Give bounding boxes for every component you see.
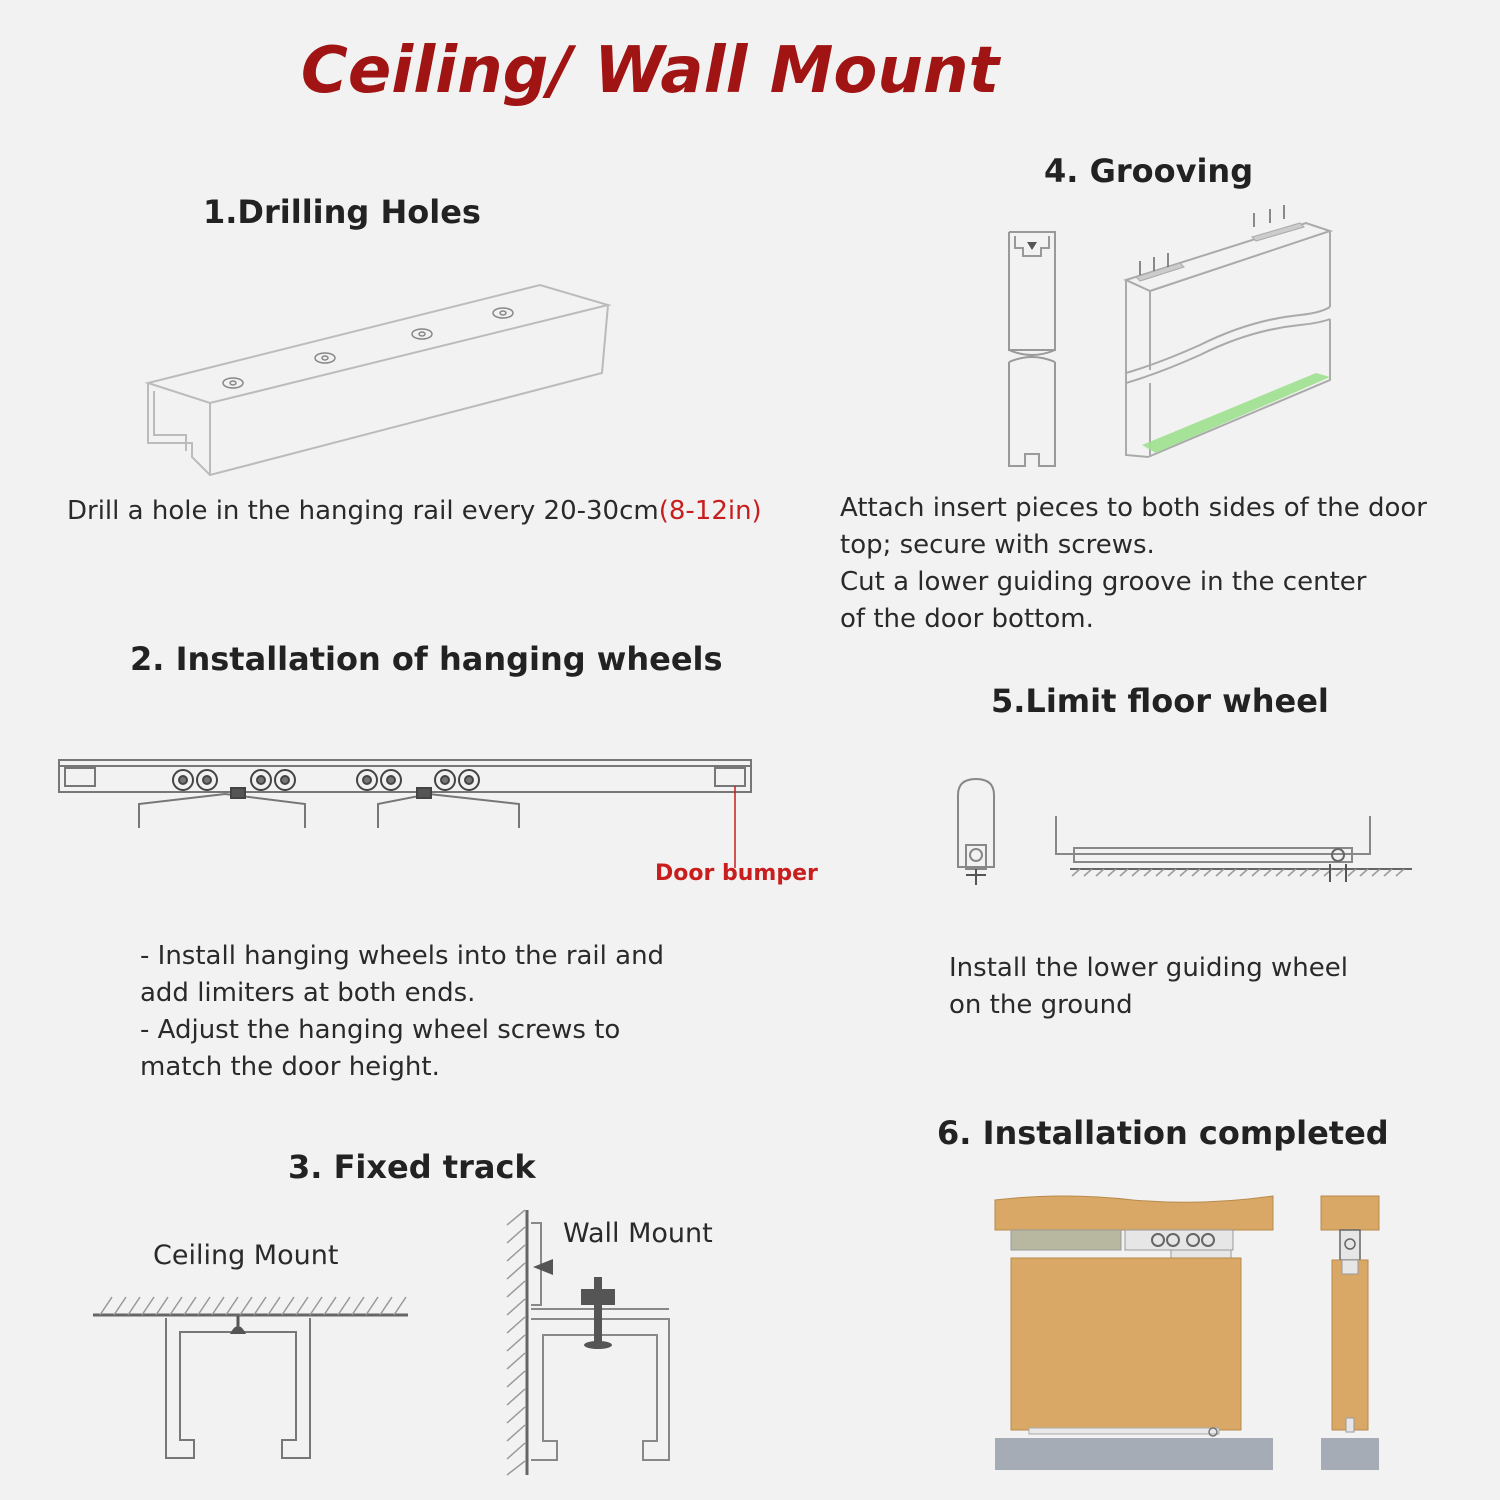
floor (995, 1438, 1273, 1470)
wood-header (995, 1196, 1273, 1230)
step5-description (949, 950, 1348, 1024)
door-bumper-label: Door bumper (655, 861, 818, 886)
step4-heading: 4. Grooving (1044, 152, 1254, 190)
wall-mount-label: Wall Mount (563, 1218, 713, 1249)
wall-mount-diagram (503, 1205, 683, 1480)
installation-completed-front (993, 1192, 1275, 1477)
step2-line: add limiters at both ends. (140, 978, 476, 1008)
step2-description (140, 938, 664, 1086)
wood-door (1011, 1258, 1241, 1430)
hanging-wheels-diagram (55, 750, 755, 840)
step2-line: - Install hanging wheels into the rail and (140, 941, 665, 971)
step1-text-highlight: (8-12in) (658, 496, 762, 526)
step5-line: Install the lower guiding wheel (949, 953, 1348, 983)
step1-description (67, 493, 762, 530)
page-title: Ceiling/ Wall Mount (300, 34, 1000, 108)
step3-heading: 3. Fixed track (288, 1148, 536, 1186)
step2-heading: 2. Installation of hanging wheels (130, 640, 723, 678)
floor-wheel-front-diagram (1052, 812, 1417, 887)
step4-line: of the door bottom. (840, 604, 1094, 634)
step2-line: - Adjust the hanging wheel screws to (140, 1015, 621, 1045)
ceiling-mount-diagram (90, 1290, 410, 1465)
step4-line: Cut a lower guiding groove in the center (840, 567, 1367, 597)
step1-text: Drill a hole in the hanging rail every 20-30cm (67, 496, 659, 526)
installation-completed-side (1318, 1192, 1383, 1477)
groove-highlight (1142, 373, 1330, 453)
bolt-icon (581, 1277, 615, 1349)
grooving-door-diagram (1120, 195, 1340, 465)
step1-heading: 1.Drilling Holes (203, 193, 481, 231)
rail-drilling-diagram (140, 275, 620, 485)
step6-heading: 6. Installation completed (937, 1114, 1389, 1152)
drill-holes (223, 308, 513, 388)
ceiling-mount-label: Ceiling Mount (153, 1240, 339, 1271)
step4-description (840, 490, 1427, 638)
wall-screw-icon (533, 1259, 553, 1275)
step5-heading: 5.Limit floor wheel (991, 682, 1329, 720)
screw-icon (230, 1326, 246, 1334)
step4-line: Attach insert pieces to both sides of the door (840, 493, 1427, 523)
step5-line: on the ground (949, 990, 1133, 1020)
step2-line: match the door height. (140, 1052, 440, 1082)
floor-wheel-side-diagram (952, 775, 1002, 890)
step4-line: top; secure with screws. (840, 530, 1155, 560)
grooving-side-diagram (1005, 228, 1060, 473)
